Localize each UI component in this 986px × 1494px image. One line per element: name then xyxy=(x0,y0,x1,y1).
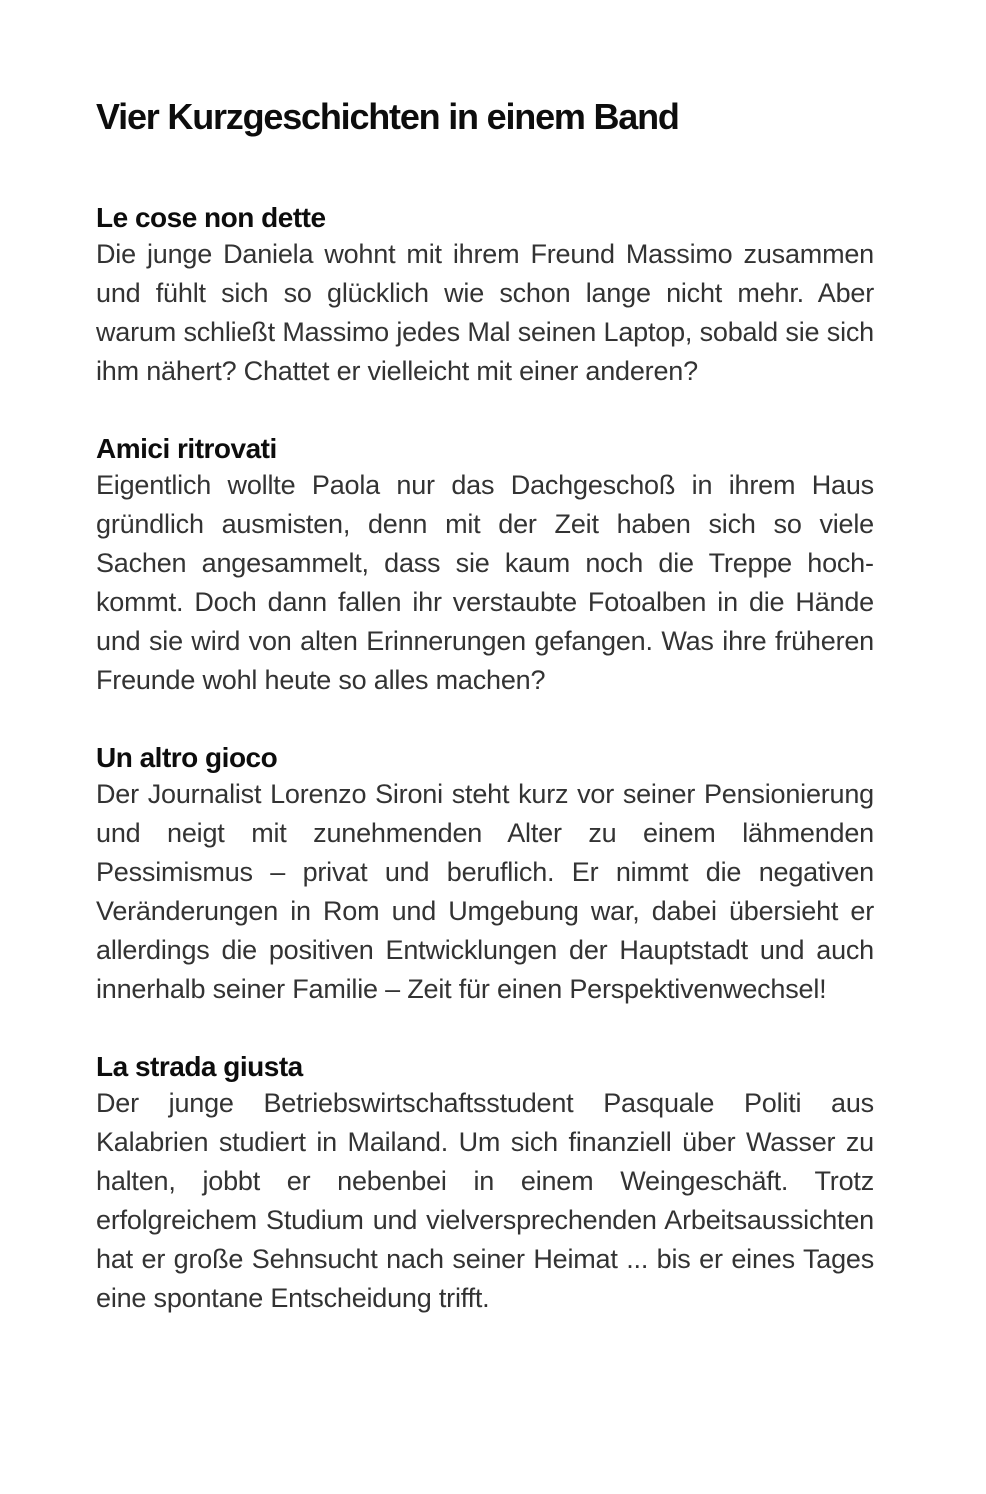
story-description: Der Journalist Lorenzo Sironi steht kurz vor seiner Pensionierung und neigt mit zunehmenden Alter zu einem lähmenden Pessimismus – privat und beruflich. Er nimmt die negativen Veränderungen in Rom und Umgebung war, dabei übersieht er allerdings die positiven Entwicklungen der Hauptstadt und auch innerhalb seiner Familie – Zeit für einen Perspektivenwechsel! xyxy=(96,779,874,1004)
story-heading: Amici ritrovati xyxy=(96,433,277,464)
story-description: Eigentlich wollte Paola nur das Dachgeschoß in ihrem Haus gründlich ausmisten, denn mit der Zeit haben sich so viele Sachen angesammelt, dass sie kaum noch die Treppe hochkommt. Doch dann fallen ihr verstaubte Fotoalben in die Hände und sie wird von alten Erinnerungen gefangen. Was ihre früheren Freunde wohl heute so alles machen? xyxy=(96,470,874,695)
story-heading: Un altro gioco xyxy=(96,742,278,773)
story-section-un-altro-gioco xyxy=(96,741,874,1009)
story-section-le-cose-non-dette xyxy=(96,201,874,391)
story-heading: Le cose non dette xyxy=(96,202,326,233)
story-section-la-strada-giusta xyxy=(96,1050,874,1318)
story-heading: La strada giusta xyxy=(96,1051,303,1082)
page-title: Vier Kurzgeschichten in einem Band xyxy=(96,96,679,137)
story-description: Der junge Betriebswirtschaftsstudent Pasquale Politi aus Kalabrien studiert in Mailand. Um sich finanziell über Wasser zu halten, jobbt er nebenbei in einem Weingeschäft. Trotz erfolgreichem Studium und vielversprechenden Arbeitsaussichten hat er große Sehnsucht nach seiner Heimat ... bis er eines Tages eine spontane Entscheidung trifft. xyxy=(96,1088,874,1313)
story-section-amici-ritrovati xyxy=(96,432,874,700)
story-description: Die junge Daniela wohnt mit ihrem Freund Massimo zusammen und fühlt sich so glücklich wie schon lange nicht mehr. Aber warum schließt Massimo jedes Mal seinen Laptop, sobald sie sich ihm nähert? Chattet er vielleicht mit einer anderen? xyxy=(96,239,874,386)
